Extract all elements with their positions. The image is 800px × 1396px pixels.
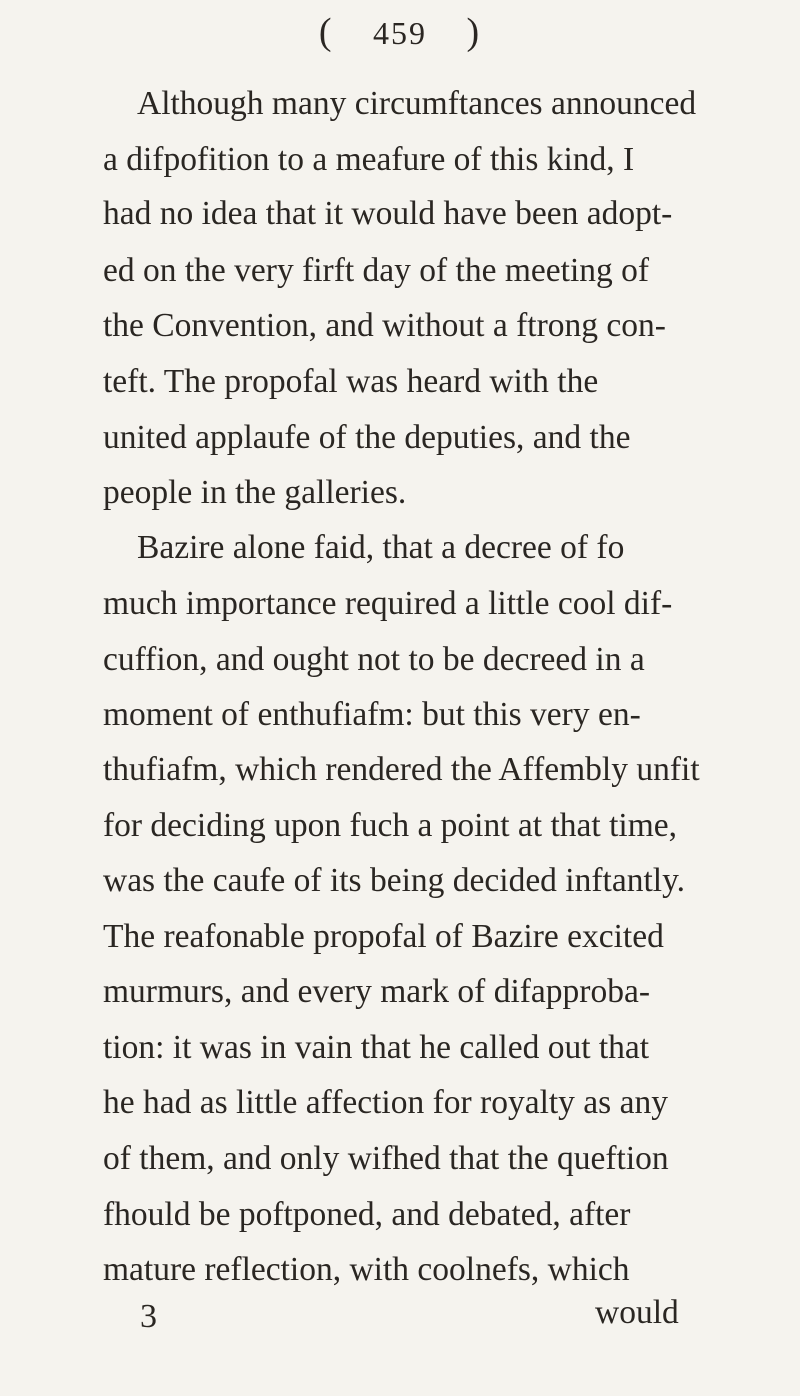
text-line: united applaufe of the deputies, and the [103, 419, 631, 456]
text-line: ed on the very firft day of the meeting of [103, 252, 650, 289]
signature-mark: 3 [140, 1298, 157, 1335]
text-line: tion: it was in vain that he called out that [103, 1029, 650, 1066]
text-line: murmurs, and every mark of difapproba- [103, 973, 650, 1010]
text-line: moment of enthufiafm: but this very en- [103, 696, 641, 733]
text-line: for deciding upon fuch a point at that time, [103, 807, 677, 844]
text-line: The reafonable propofal of Bazire excited [103, 918, 664, 955]
header-open-paren: ( [318, 11, 334, 53]
text-line: fhould be poftponed, and debated, after [103, 1196, 631, 1233]
text-line: a difpofition to a meafure of this kind, I [103, 141, 635, 178]
text-line: thufiafm, which rendered the Affembly unfit [103, 751, 700, 788]
page-header [0, 10, 800, 54]
header-close-paren: ) [466, 11, 482, 53]
text-line: Although many circumftances announced [137, 85, 697, 122]
text-line: he had as little affection for royalty as any [103, 1084, 668, 1121]
page-number: 459 [373, 15, 427, 51]
text-line: had no idea that it would have been adopt- [103, 195, 673, 232]
text-line: of them, and only wifhed that the queftion [103, 1140, 669, 1177]
text-line: Bazire alone faid, that a decree of fo [137, 529, 625, 566]
text-line: mature reflection, with coolnefs, which [103, 1251, 630, 1288]
text-line: teft. The propofal was heard with the [103, 363, 599, 400]
catchword: would [595, 1294, 679, 1331]
text-line: was the caufe of its being decided inftantly. [103, 862, 686, 899]
text-line: people in the galleries. [103, 474, 407, 511]
text-line: the Convention, and without a ftrong con- [103, 307, 666, 344]
text-line: cuffion, and ought not to be decreed in a [103, 641, 645, 678]
text-line: much importance required a little cool dif- [103, 585, 673, 622]
